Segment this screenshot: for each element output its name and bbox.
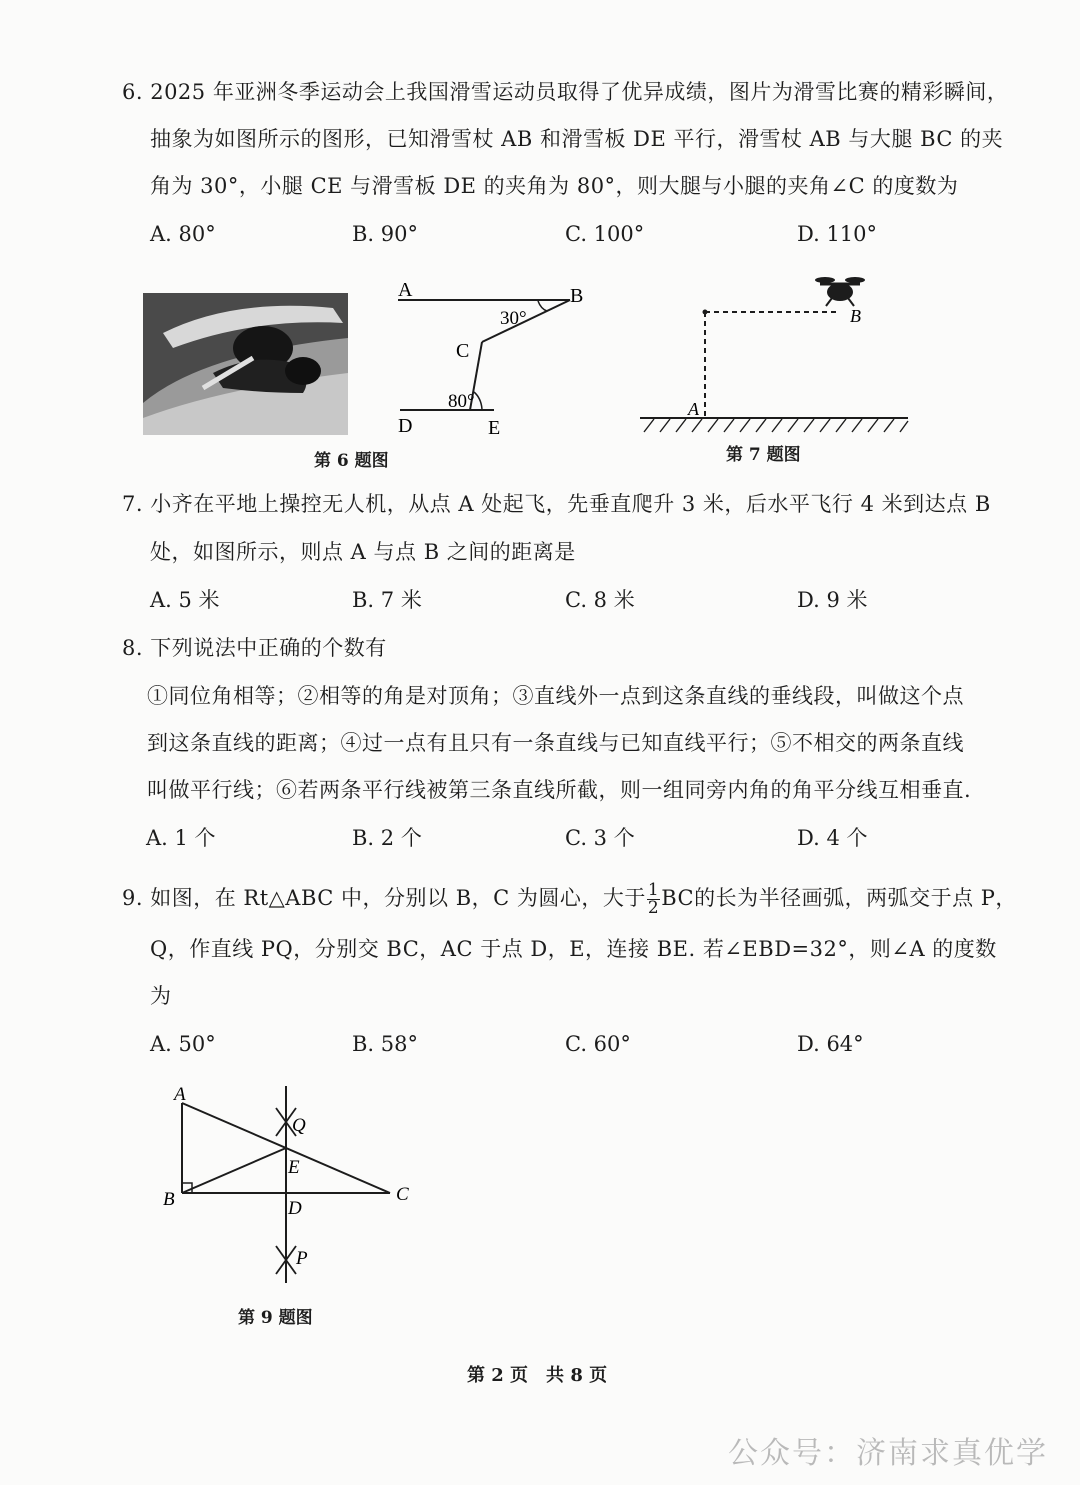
q9-line-1-before: 9. 如图，在 Rt△ABC 中，分别以 B，C 为圆心，大于 <box>122 886 646 910</box>
segment-be <box>182 1148 286 1193</box>
label-a: A <box>398 280 413 301</box>
q6-option-a: A. 80° <box>150 222 216 246</box>
label-c: C <box>456 340 470 362</box>
q6-option-b: B. 90° <box>352 222 419 246</box>
q7-drone-figure <box>640 272 910 438</box>
q9-line-3: 为 <box>150 984 172 1008</box>
angle-b-label: 30° <box>500 308 527 329</box>
fraction-denominator: 2 <box>647 898 660 918</box>
angle-e-arc <box>474 392 482 409</box>
ground-hatching <box>644 419 908 432</box>
fraction-numerator: 1 <box>647 880 660 900</box>
q9-option-b: B. 58° <box>352 1032 419 1056</box>
label-d: D <box>398 415 413 437</box>
q7-option-b: B. 7 米 <box>352 588 422 612</box>
q9-line-1 <box>122 882 1017 917</box>
q8-line-1: 8. 下列说法中正确的个数有 <box>122 636 387 660</box>
label-b: B <box>570 285 584 307</box>
q7-line-1: 7. 小齐在平地上操控无人机，从点 A 处起飞，先垂直爬升 3 米，后水平飞行 4 米到达点 B <box>122 492 991 516</box>
page-number: 第 2 页 共 8 页 <box>467 1365 608 1386</box>
label-a: A <box>688 399 699 419</box>
q6-option-d: D. 110° <box>797 222 878 246</box>
label-q: Q <box>292 1115 306 1136</box>
q8-line-4: 叫做平行线；⑥若两条平行线被第三条直线所截，则一组同旁内角的角平分线互相垂直. <box>147 778 972 802</box>
q9-line-2: Q，作直线 PQ，分别交 BC，AC 于点 D，E，连接 BE. 若∠EBD=32°，则∠A 的度数 <box>150 937 997 961</box>
q6-line-3: 角为 30°，小腿 CE 与滑雪板 DE 的夹角为 80°，则大腿与小腿的夹角∠C 的度数为 <box>150 174 959 198</box>
q6-option-c: C. 100° <box>565 222 645 246</box>
drone-icon <box>815 277 865 306</box>
label-d: D <box>288 1198 302 1219</box>
label-b: B <box>850 306 861 326</box>
q7-option-d: D. 9 米 <box>797 588 868 612</box>
watermark-text: 公众号：济南求真优学 <box>728 1436 1048 1471</box>
q8-line-3: 到这条直线的距离；④过一点有且只有一条直线与已知直线平行；⑤不相交的两条直线 <box>147 731 964 755</box>
label-e: E <box>488 417 501 439</box>
q9-line-1-after: BC的长为半径画弧，两弧交于点 P， <box>661 886 1017 910</box>
q9-fraction <box>647 882 660 917</box>
q8-option-c: C. 3 个 <box>565 826 635 850</box>
q6-geometry-figure <box>390 280 590 440</box>
q9-option-c: C. 60° <box>565 1032 631 1056</box>
q6-line-1: 6. 2025 年亚洲冬季运动会上我国滑雪运动员取得了优异成绩，图片为滑雪比赛的精彩瞬间， <box>122 80 1009 104</box>
label-b: B <box>163 1189 175 1210</box>
q9-triangle-figure <box>160 1078 430 1293</box>
skiing-photo <box>143 293 348 435</box>
q9-figure-caption: 第 9 题图 <box>238 1308 313 1328</box>
q6-figure-caption: 第 6 题图 <box>314 451 389 471</box>
q7-line-2: 处，如图所示，则点 A 与点 B 之间的距离是 <box>150 540 576 564</box>
label-p: P <box>296 1248 308 1269</box>
q8-line-2: ①同位角相等；②相等的角是对顶角；③直线外一点到这条直线的垂线段，叫做这个点 <box>147 684 964 708</box>
q6-line-2: 抽象为如图所示的图形，已知滑雪杖 AB 和滑雪板 DE 平行，滑雪杖 AB 与大腿 BC 的夹 <box>150 127 1004 151</box>
q9-option-a: A. 50° <box>150 1032 216 1056</box>
q8-option-a: A. 1 个 <box>146 826 216 850</box>
q7-option-c: C. 8 米 <box>565 588 635 612</box>
q7-option-a: A. 5 米 <box>150 588 220 612</box>
label-e: E <box>288 1157 300 1178</box>
q7-figure-caption: 第 7 题图 <box>726 445 801 465</box>
angle-e-label: 80° <box>448 391 475 412</box>
angle-b-arc <box>538 301 547 311</box>
label-c: C <box>396 1184 409 1205</box>
q9-option-d: D. 64° <box>797 1032 864 1056</box>
q8-option-b: B. 2 个 <box>352 826 422 850</box>
label-a: A <box>174 1084 186 1105</box>
q8-option-d: D. 4 个 <box>797 826 868 850</box>
